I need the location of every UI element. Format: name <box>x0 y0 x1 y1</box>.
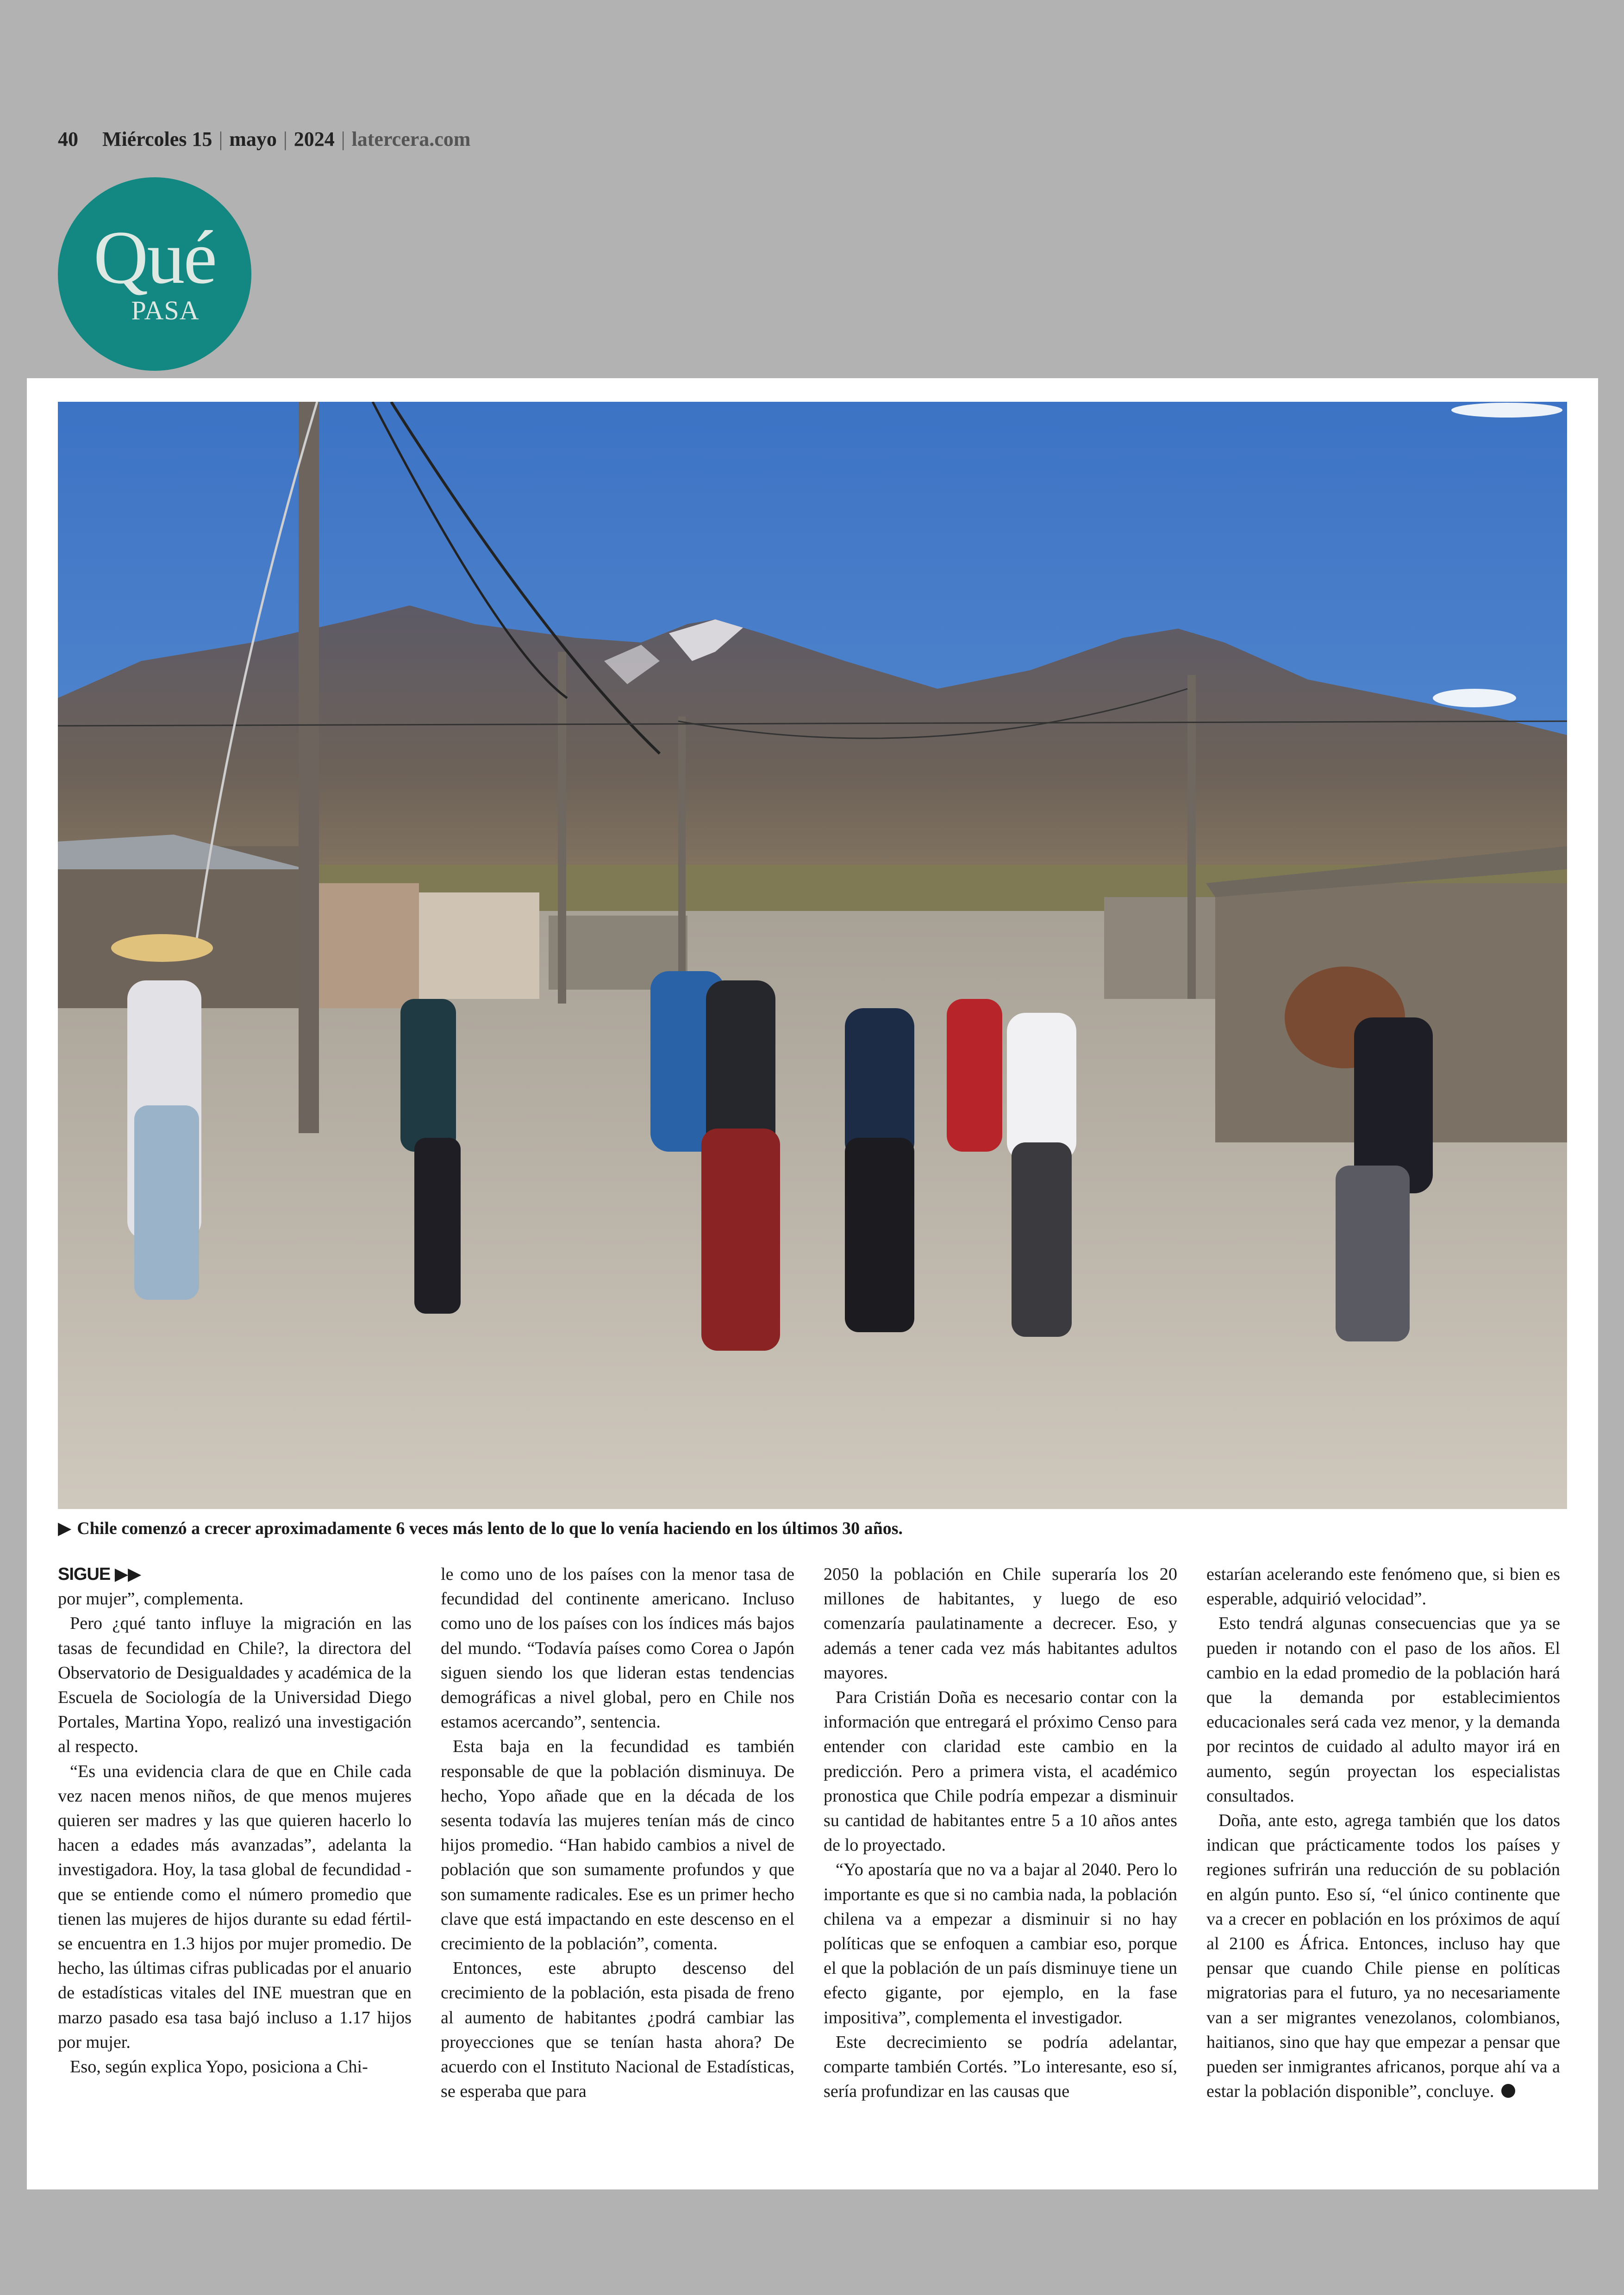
paragraph <box>1206 1809 1560 2104</box>
section-logo-word: Qué <box>93 216 216 299</box>
paragraph: “Yo apostaría que no va a bajar al 2040. Pero lo importante es que si no cambia nada, la población chilena va a empezar a disminuir si no hay políticas que se enfoquen a cambiar eso, porque el que la población de un país disminuye tiene un efecto gigante, por ejemplo, en la fase impositiva”, complementa el investigador. <box>824 1860 1177 2027</box>
header-date-day: Miércoles 15 <box>102 127 212 150</box>
paragraph-text: Doña, ante esto, agrega también que los datos indican que prácticamente todos los países y regiones sufrirán una reducción de su población en algún punto. Eso sí, “el único continente que va a crecer en población en los próximos de aquí al 2100 es África. Entonces, incluso hay que pensar que cuando Chile piense en políticas migratorias para el futuro, ya no necesariamente van a ser migrantes venezolanos, colombianos, haitianos, sino que hay que empezar a pensar que pueden ser inmigrantes africanos, porque ahí va a estar la población disponible”, concluye. <box>1206 1811 1560 2102</box>
caption-arrow-icon: ▶ <box>58 1518 72 1538</box>
paragraph: por mujer”, complementa. <box>58 1589 244 1609</box>
article-column-3 <box>824 1562 1177 2183</box>
header-separator: | <box>283 127 287 150</box>
section-logo <box>58 177 251 371</box>
paragraph: Entonces, este abrupto descenso del crecimiento de la población, esta pisada de freno al aumento de habitantes ¿podrá cambiar las proyecciones que se tenían hasta ahora? De acuerdo con el Instituto Nacional de Estadísticas, se esperaba que para <box>441 1958 794 2102</box>
article-photo <box>58 402 1567 1509</box>
paragraph: le como uno de los países con la menor tasa de fecundidad del continente americano. Incluso como uno de los países con los índices más bajos del mundo. “Todavía países como Corea o Japón siguen siendo los que lideran estas tendencias demográficas a nivel global, pero en Chile nos estamos acercando”, sentencia. <box>441 1565 794 1732</box>
paragraph: Pero ¿qué tanto influye la migración en las tasas de fecundidad en Chile?, la directora del Observatorio de Desigualdades y académica de la Escuela de Sociología de la Universidad Diego Portales, Martina Yopo, realizó una investigación al respecto. <box>58 1614 412 1757</box>
article-column-1 <box>58 1562 412 2183</box>
paragraph: Esta baja en la fecundidad es también responsable de que la población disminuya. De hecho, Yopo añade que en la década de los sesenta todavía las mujeres tenían más de cinco hijos promedio. “Han habido cambios a nivel de población que son sumamente profundos y que son sumamente radicales. Ese es un primer hecho clave que está impactando en este descenso en el crecimiento de la población”, comenta. <box>441 1737 794 1954</box>
page-header <box>58 125 470 153</box>
photo-caption <box>58 1514 1567 1542</box>
header-separator: | <box>341 127 345 150</box>
header-website: latercera.com <box>351 127 471 150</box>
header-year: 2024 <box>294 127 335 150</box>
paragraph: “Es una evidencia clara de que en Chile cada vez nacen menos niños, de que menos mujeres quieren ser madres y las que quieren hacerlo lo hacen a edades más avanzadas”, adelanta la investigadora. Hoy, la tasa global de fecundidad -que se entiende como el número promedio que tienen las mujeres de hijos durante su edad fértil- se encuentra en 1.3 hijos por mujer promedio. De hecho, las últimas cifras publicadas por el anuario de estadísticas vitales del INE muestran que en marzo pasado esa tasa bajó incluso a 1.17 hijos por mujer. <box>58 1761 412 2052</box>
paragraph: Eso, según explica Yopo, posiciona a Chi- <box>70 2057 368 2077</box>
paragraph: Para Cristián Doña es necesario contar con la información que entregará el próximo Censo para entender con claridad este cambio en la predicción. Pero a primera vista, el académico pronostica que Chile podría empezar a disminuir su cantidad de habitantes entre 5 a 10 años antes de lo proyectado. <box>824 1688 1177 1855</box>
header-separator: | <box>219 127 223 150</box>
paragraph: 2050 la población en Chile superaría los 20 millones de habitantes, y luego de eso comenzaría paulatinamente a decrecer. Eso, y además a tener cada vez más habitantes adultos mayores. <box>824 1565 1177 1683</box>
page-number: 40 <box>58 127 78 150</box>
section-logo-subword: PASA <box>131 295 200 325</box>
article-column-2 <box>441 1562 794 2183</box>
caption-text: Chile comenzó a crecer aproximadamente 6 veces más lento de lo que lo venía haciendo en los últimos 30 años. <box>77 1519 903 1538</box>
article-panel <box>27 378 1598 2189</box>
paragraph: estarían acelerando este fenómeno que, si bien es esperable, adquirió velocidad”. <box>1206 1565 1560 1609</box>
article-column-4 <box>1206 1562 1560 2183</box>
continued-label: SIGUE ▶▶ <box>58 1565 141 1584</box>
paragraph: Esto tendrá algunas consecuencias que ya se pueden ir notando con el paso de los años. El cambio en la edad promedio de la población hará que la demanda por establecimientos educacionales será cada vez menor, y la demanda por recintos de cuidado al adulto mayor irá en aumento, según proyectan los especialistas consultados. <box>1206 1614 1560 1806</box>
header-month: mayo <box>229 127 277 150</box>
end-of-article-icon <box>1501 2084 1515 2098</box>
paragraph: Este decrecimiento se podría adelantar, comparte también Cortés. ”Lo interesante, eso sí, sería profundizar en las causas que <box>824 2032 1177 2102</box>
